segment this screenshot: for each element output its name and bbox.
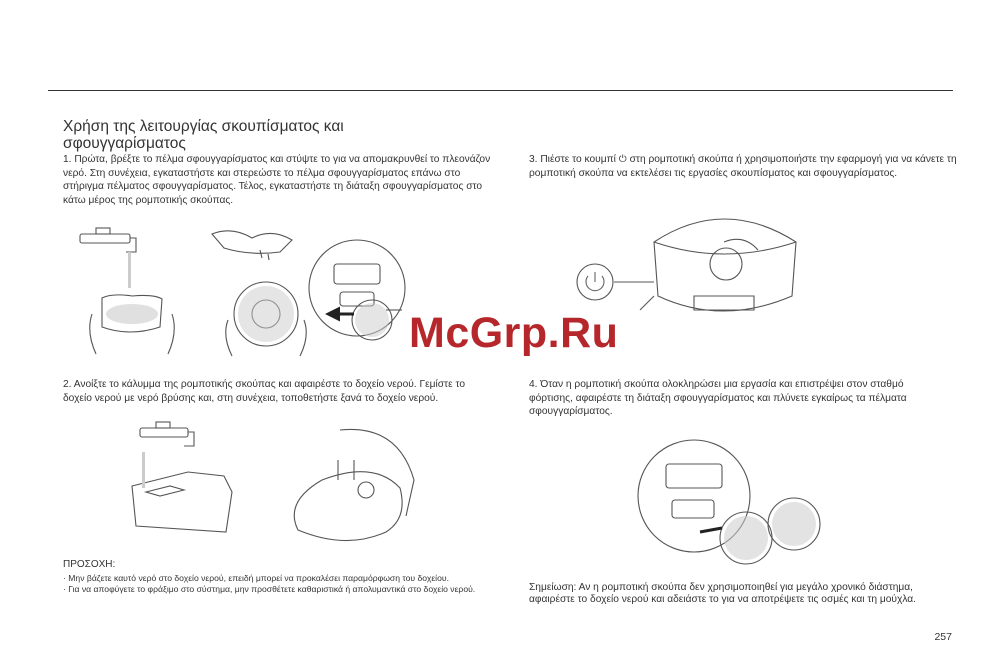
step-1-illustrations: [72, 228, 402, 368]
caution-item: · Μην βάζετε καυτό νερό στο δοχείο νερού, επειδή μπορεί να προκαλέσει παραμόρφωση του δοχείου.: [63, 573, 449, 583]
remark-text: Σημείωση: Αν η ρομποτική σκούπα δεν χρησιμοποιηθεί για μεγάλο χρονικό διάστημα, αφαιρέστε το δοχείο νερού και αδειάστε το για να αποτρέψετε τις οσμές και τη μούχλα.: [529, 582, 916, 606]
faucet-icon: [140, 422, 194, 446]
caution-list: [63, 573, 503, 596]
step-3-illustration: [574, 212, 804, 322]
step-4-illustration: [636, 440, 826, 570]
step-4-text: 4. Όταν η ρομποτική σκούπα ολοκληρώσει μια εργασία και επιστρέψει στον σταθμό φόρτισης, αφαιρέστε τη διάταξη σφουγγαρίσματος και πλύνετε εγκαίρως τα πέλματα σφουγγαρίσματος.: [529, 379, 907, 418]
water-tank-icon: [132, 472, 232, 532]
header-rule: [48, 90, 953, 91]
step-3-text: 3. Πιέστε το κουμπί ⏻ στη ρομποτική σκούπα ή χρησιμοποιήστε την εφαρμογή για να κάνετε τη ρομποτική σκούπα να εκτελέσει τις εργασίες σκουπίσματος και σφουγγαρίσματος.: [529, 154, 957, 179]
watermark: McGrp.Ru: [409, 309, 619, 357]
section-title: Χρήση της λειτουργίας σκουπίσματος και σφουγγαρίσματος: [63, 118, 344, 152]
caution-item: · Για να αποφύγετε το φράξιμο στο σύστημα, μην προσθέτετε καθαριστικά ή απολυμαντικά στο δοχείο νερού.: [63, 584, 476, 595]
caution-title: ΠΡΟΣΟΧΗ:: [63, 559, 116, 570]
step-2-text: 2. Ανοίξτε το κάλυμμα της ρομποτικής σκούπας και αφαιρέστε το δοχείο νερού. Γεμίστε το δοχείο νερού με νερό βρύσης και, στη συνέχεια, τοποθετήστε ξανά το δοχείο νερού.: [63, 379, 465, 404]
page-number: 257: [934, 631, 952, 643]
step-1-text: 1. Πρώτα, βρέξτε το πέλμα σφουγγαρίσματος και στύψτε το για να απομακρυνθεί το πλεονάζον νερό. Στη συνέχεια, εγκαταστήστε και στερεώστε το πέλμα σφουγγαρίσματος επάνω στο στήριγμα πέλματος σφουγγαρίσματος. Τέλος, εγκαταστήστε τη διάταξη σφουγγαρίσματος στο κάτω μέρος της ρομποτικής σκούπας.: [63, 154, 491, 206]
step-2-illustrations: [128, 420, 428, 555]
faucet-icon: [80, 228, 136, 252]
